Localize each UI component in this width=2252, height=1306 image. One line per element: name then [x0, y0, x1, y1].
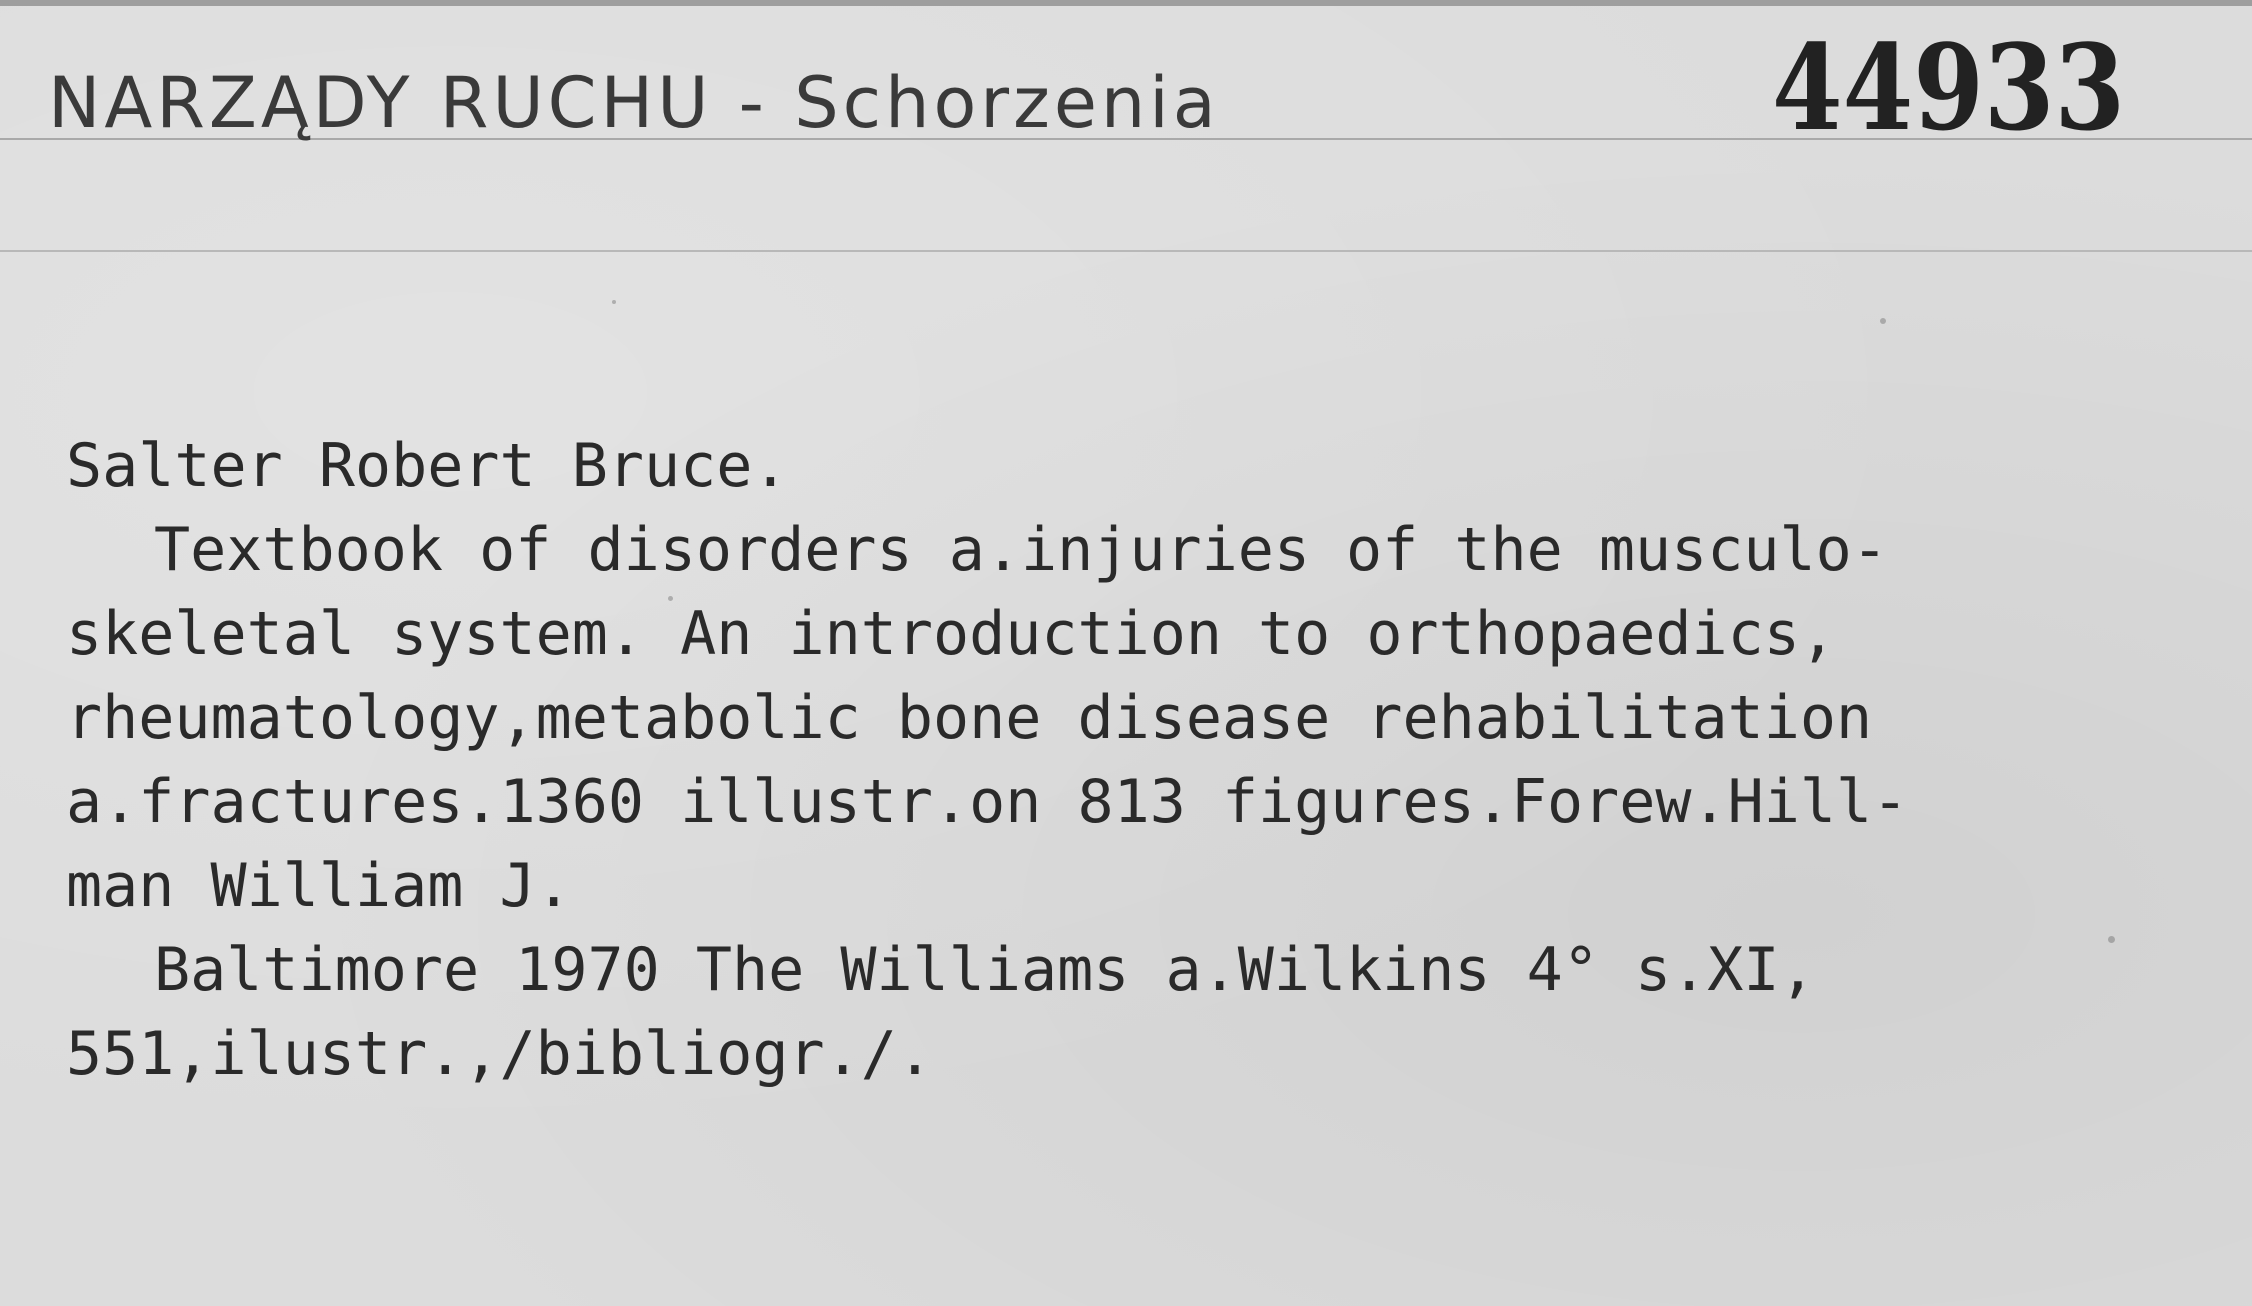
catalog-number: 44933 — [1772, 18, 2126, 157]
entry-author-line: Salter Robert Bruce. — [66, 431, 789, 501]
entry-title-line: man William J. — [66, 851, 572, 921]
ruled-line-body — [0, 250, 2252, 252]
paper-speck — [1880, 318, 1886, 324]
paper-speck — [612, 300, 616, 304]
paper-speck — [668, 596, 673, 601]
subject-heading: NARZĄDY RUCHU - Schorzenia — [48, 62, 1220, 144]
entry-title-line: skeletal system. An introduction to orthopaedics, — [66, 599, 1837, 669]
bibliographic-entry — [66, 424, 2206, 1096]
entry-title-line: Textbook of disorders a.injuries of the musculo- — [154, 515, 1888, 585]
entry-imprint-line: 551,ilustr.,/bibliogr./. — [66, 1019, 933, 1089]
entry-title-line: a.fractures.1360 illustr.on 813 figures.Forew.Hill- — [66, 767, 1909, 837]
paper-speck — [2108, 936, 2115, 943]
entry-title-line: rheumatology,metabolic bone disease rehabilitation — [66, 683, 1873, 753]
card-top-edge — [0, 0, 2252, 6]
entry-imprint-line: Baltimore 1970 The Williams a.Wilkins 4° s.XI, — [154, 935, 1816, 1005]
